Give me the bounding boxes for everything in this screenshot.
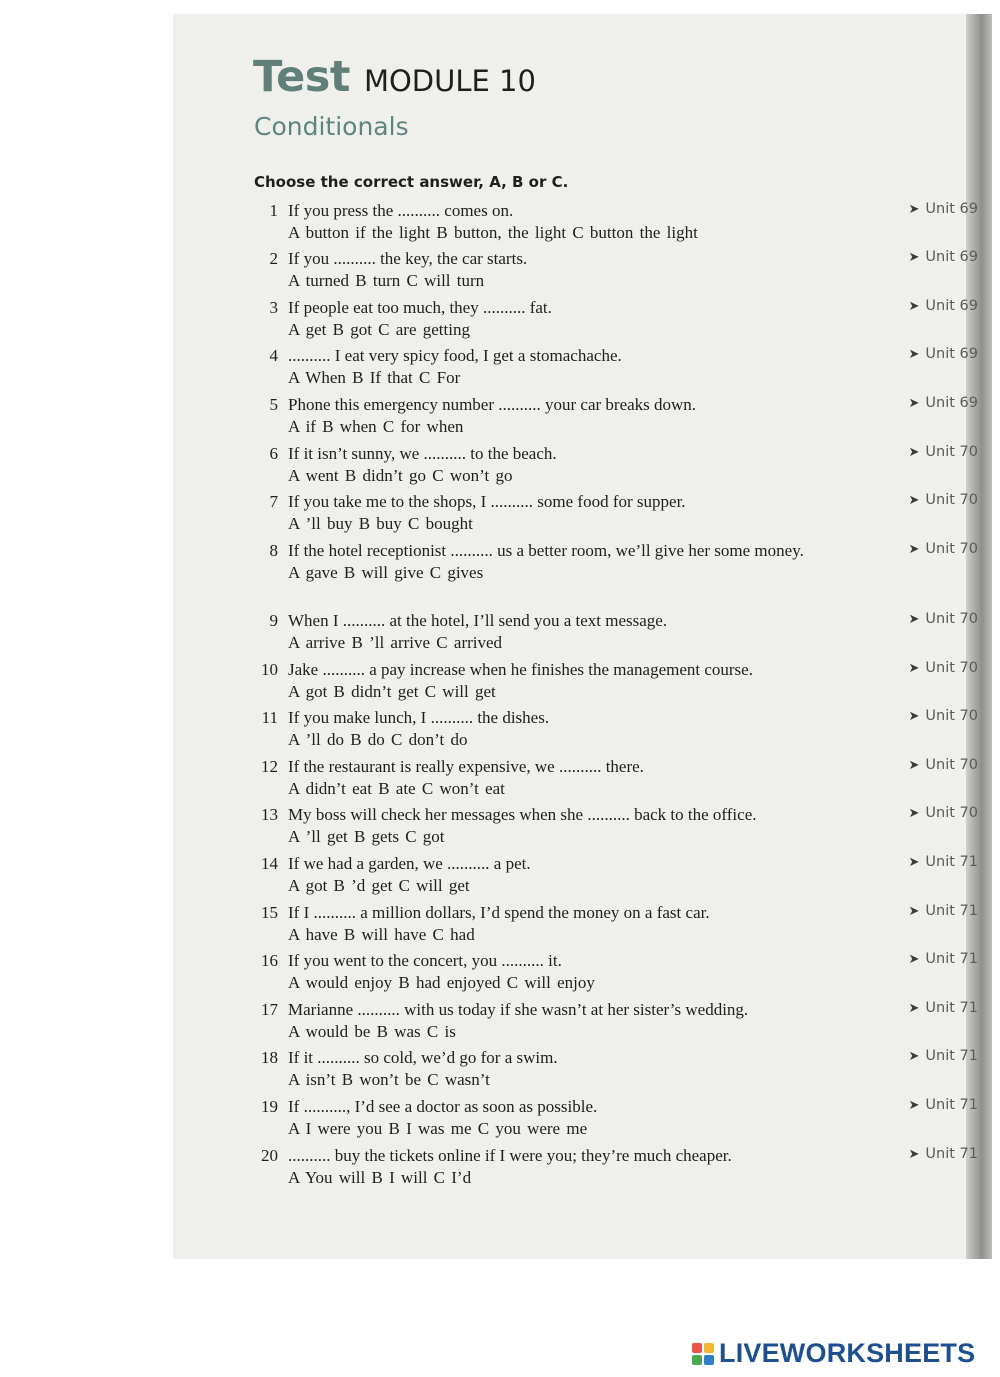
- question-body: [288, 999, 808, 1042]
- unit-reference: [909, 344, 978, 366]
- answer-options: A if B when C for when: [288, 416, 464, 436]
- title-test: Test: [253, 52, 350, 102]
- unit-reference: [909, 706, 978, 728]
- arrow-right-icon: ➤: [908, 493, 920, 508]
- unit-reference-label: Unit 70: [925, 757, 978, 773]
- question-stem: .......... I eat very spicy food, I get a stomachache.: [288, 346, 622, 365]
- question-item: [254, 491, 978, 534]
- arrow-right-icon: ➤: [908, 709, 920, 724]
- question-stem: If you press the .......... comes on.: [288, 201, 514, 220]
- question-body: [288, 394, 808, 437]
- question-stem: If it .......... so cold, we’d go for a swim.: [288, 1048, 558, 1067]
- question-stem: Jake .......... a pay increase when he finishes the management course.: [288, 660, 753, 679]
- answer-options: A arrive B ’ll arrive C arrived: [288, 632, 503, 652]
- question-stem: If people eat too much, they .......... fat.: [288, 298, 552, 317]
- answer-options: A get B got C are getting: [288, 319, 470, 339]
- question-number: 2: [269, 249, 278, 268]
- unit-reference: [909, 539, 978, 561]
- question-stem: If you .......... the key, the car starts.: [288, 249, 528, 268]
- question-number: 15: [261, 903, 278, 922]
- question-item: [254, 1047, 978, 1090]
- question-number: 19: [261, 1097, 278, 1116]
- unit-reference-label: Unit 71: [925, 951, 978, 967]
- question-body: [288, 443, 808, 486]
- unit-reference-label: Unit 71: [925, 1097, 978, 1113]
- answer-options: A isn’t B won’t be C wasn’t: [288, 1069, 490, 1089]
- arrow-right-icon: ➤: [908, 299, 920, 314]
- unit-reference-label: Unit 71: [925, 1048, 978, 1064]
- unit-reference-label: Unit 69: [925, 298, 978, 314]
- unit-reference-label: Unit 70: [925, 660, 978, 676]
- answer-options: A would enjoy B had enjoyed C will enjoy: [288, 972, 595, 992]
- question-body: [288, 707, 808, 750]
- arrow-right-icon: ➤: [908, 1001, 920, 1016]
- question-body: [288, 756, 808, 799]
- question-item: [254, 248, 978, 291]
- question-item: [254, 950, 978, 993]
- question-body: [288, 610, 808, 653]
- unit-reference: [909, 852, 978, 874]
- arrow-right-icon: ➤: [908, 904, 920, 919]
- question-body: [288, 248, 808, 291]
- unit-reference: [909, 658, 978, 680]
- question-number: 12: [261, 757, 278, 776]
- answer-options: A got B ’d get C will get: [288, 875, 470, 895]
- question-item: [254, 443, 978, 486]
- question-number: 14: [261, 854, 278, 873]
- arrow-right-icon: ➤: [908, 542, 920, 557]
- answer-options: A turned B turn C will turn: [288, 270, 485, 290]
- question-stem: If the restaurant is really expensive, we .......... there.: [288, 757, 644, 776]
- arrow-right-icon: ➤: [908, 661, 920, 676]
- unit-reference-label: Unit 69: [925, 201, 978, 217]
- question-stem: If we had a garden, we .......... a pet.: [288, 854, 531, 873]
- question-body: [288, 804, 808, 847]
- arrow-right-icon: ➤: [908, 806, 920, 821]
- question-body: [288, 200, 808, 243]
- question-number: 5: [269, 395, 278, 414]
- arrow-right-icon: ➤: [908, 1098, 920, 1113]
- unit-reference: [909, 1046, 978, 1068]
- answer-options: A button if the light B button, the light C button the light: [288, 222, 698, 242]
- question-number: 13: [261, 805, 278, 824]
- question-body: [288, 950, 808, 993]
- question-body: [288, 659, 808, 702]
- question-body: [288, 491, 808, 534]
- question-item: [254, 659, 978, 702]
- answer-options: A ’ll do B do C don’t do: [288, 729, 468, 749]
- question-number: 8: [269, 541, 278, 560]
- page-subtitle: Conditionals: [254, 112, 409, 141]
- unit-reference: [909, 998, 978, 1020]
- question-item: [254, 756, 978, 799]
- unit-reference-label: Unit 70: [925, 611, 978, 627]
- unit-reference: [909, 949, 978, 971]
- question-item: [254, 200, 978, 243]
- question-stem: If you make lunch, I .......... the dishes.: [288, 708, 550, 727]
- question-body: [288, 297, 808, 340]
- question-body: [288, 902, 808, 945]
- question-item: [254, 345, 978, 388]
- instructions: Choose the correct answer, A, B or C.: [254, 173, 569, 191]
- unit-reference-label: Unit 71: [925, 1000, 978, 1016]
- unit-reference: [909, 442, 978, 464]
- question-stem: When I .......... at the hotel, I’ll send you a text message.: [288, 611, 668, 630]
- question-number: 9: [269, 611, 278, 630]
- question-item: [254, 707, 978, 750]
- question-stem: If .........., I’d see a doctor as soon as possible.: [288, 1097, 598, 1116]
- question-stem: My boss will check her messages when she .......... back to the office.: [288, 805, 757, 824]
- question-body: [288, 540, 808, 583]
- question-body: [288, 853, 808, 896]
- arrow-right-icon: ➤: [908, 250, 920, 265]
- unit-reference: [909, 393, 978, 415]
- unit-reference: [909, 755, 978, 777]
- arrow-right-icon: ➤: [908, 1049, 920, 1064]
- answer-options: A I were you B I was me C you were me: [288, 1118, 588, 1138]
- question-item: [254, 804, 978, 847]
- unit-reference-label: Unit 71: [925, 854, 978, 870]
- page-title: [253, 52, 536, 102]
- unit-reference: [909, 296, 978, 318]
- arrow-right-icon: ➤: [908, 612, 920, 627]
- answer-options: A When B If that C For: [288, 367, 461, 387]
- arrow-right-icon: ➤: [908, 758, 920, 773]
- arrow-right-icon: ➤: [908, 347, 920, 362]
- unit-reference-label: Unit 70: [925, 492, 978, 508]
- unit-reference-label: Unit 70: [925, 708, 978, 724]
- title-module: MODULE 10: [363, 64, 536, 98]
- unit-reference-label: Unit 69: [925, 395, 978, 411]
- question-number: 20: [261, 1146, 278, 1165]
- unit-reference-label: Unit 69: [925, 249, 978, 265]
- answer-options: A gave B will give C gives: [288, 562, 484, 582]
- question-number: 4: [269, 346, 278, 365]
- question-stem: .......... buy the tickets online if I were you; they’re much cheaper.: [288, 1146, 732, 1165]
- question-number: 11: [261, 708, 278, 727]
- arrow-right-icon: ➤: [908, 396, 920, 411]
- question-stem: If you take me to the shops, I .......... some food for supper.: [288, 492, 686, 511]
- unit-reference: [909, 901, 978, 923]
- question-body: [288, 1096, 808, 1139]
- unit-reference-label: Unit 70: [925, 805, 978, 821]
- question-number: 3: [269, 298, 278, 317]
- unit-reference: [909, 1095, 978, 1117]
- question-item: [254, 540, 978, 583]
- unit-reference-label: Unit 69: [925, 346, 978, 362]
- unit-reference-label: Unit 71: [925, 903, 978, 919]
- liveworksheets-brand: [692, 1338, 975, 1369]
- question-number: 18: [261, 1048, 278, 1067]
- arrow-right-icon: ➤: [908, 202, 920, 217]
- unit-reference: [909, 199, 978, 221]
- arrow-right-icon: ➤: [908, 445, 920, 460]
- question-item: [254, 1096, 978, 1139]
- arrow-right-icon: ➤: [908, 855, 920, 870]
- question-item: [254, 1145, 978, 1188]
- unit-reference: [909, 490, 978, 512]
- question-item: [254, 999, 978, 1042]
- unit-reference-label: Unit 70: [925, 444, 978, 460]
- arrow-right-icon: ➤: [908, 1147, 920, 1162]
- question-number: 17: [261, 1000, 278, 1019]
- answer-options: A You will B I will C I’d: [288, 1167, 472, 1187]
- question-stem: If I .......... a million dollars, I’d spend the money on a fast car.: [288, 903, 710, 922]
- question-body: [288, 345, 808, 388]
- question-item: [254, 610, 978, 653]
- unit-reference: [909, 1144, 978, 1166]
- question-number: 6: [269, 444, 278, 463]
- answer-options: A didn’t eat B ate C won’t eat: [288, 778, 505, 798]
- question-stem: If the hotel receptionist .......... us a better room, we’ll give her some money.: [288, 541, 804, 560]
- question-number: 7: [269, 492, 278, 511]
- question-number: 10: [261, 660, 278, 679]
- question-stem: If you went to the concert, you .......... it.: [288, 951, 562, 970]
- brand-text: LIVEWORKSHEETS: [719, 1338, 976, 1368]
- unit-reference: [909, 609, 978, 631]
- liveworksheets-logo-icon: [692, 1343, 714, 1365]
- answer-options: A ’ll get B gets C got: [288, 826, 445, 846]
- question-number: 16: [261, 951, 278, 970]
- question-stem: Marianne .......... with us today if she wasn’t at her sister’s wedding.: [288, 1000, 749, 1019]
- question-number: 1: [269, 201, 278, 220]
- answer-options: A would be B was C is: [288, 1021, 456, 1041]
- answer-options: A have B will have C had: [288, 924, 475, 944]
- question-item: [254, 297, 978, 340]
- question-item: [254, 394, 978, 437]
- unit-reference: [909, 803, 978, 825]
- unit-reference: [909, 247, 978, 269]
- question-body: [288, 1047, 808, 1090]
- unit-reference-label: Unit 71: [925, 1146, 978, 1162]
- question-stem: Phone this emergency number .......... your car breaks down.: [288, 395, 697, 414]
- arrow-right-icon: ➤: [908, 952, 920, 967]
- answer-options: A got B didn’t get C will get: [288, 681, 496, 701]
- unit-reference-label: Unit 70: [925, 541, 978, 557]
- answer-options: A went B didn’t go C won’t go: [288, 465, 513, 485]
- question-item: [254, 902, 978, 945]
- question-stem: If it isn’t sunny, we .......... to the beach.: [288, 444, 557, 463]
- answer-options: A ’ll buy B buy C bought: [288, 513, 473, 533]
- question-item: [254, 853, 978, 896]
- question-body: [288, 1145, 808, 1188]
